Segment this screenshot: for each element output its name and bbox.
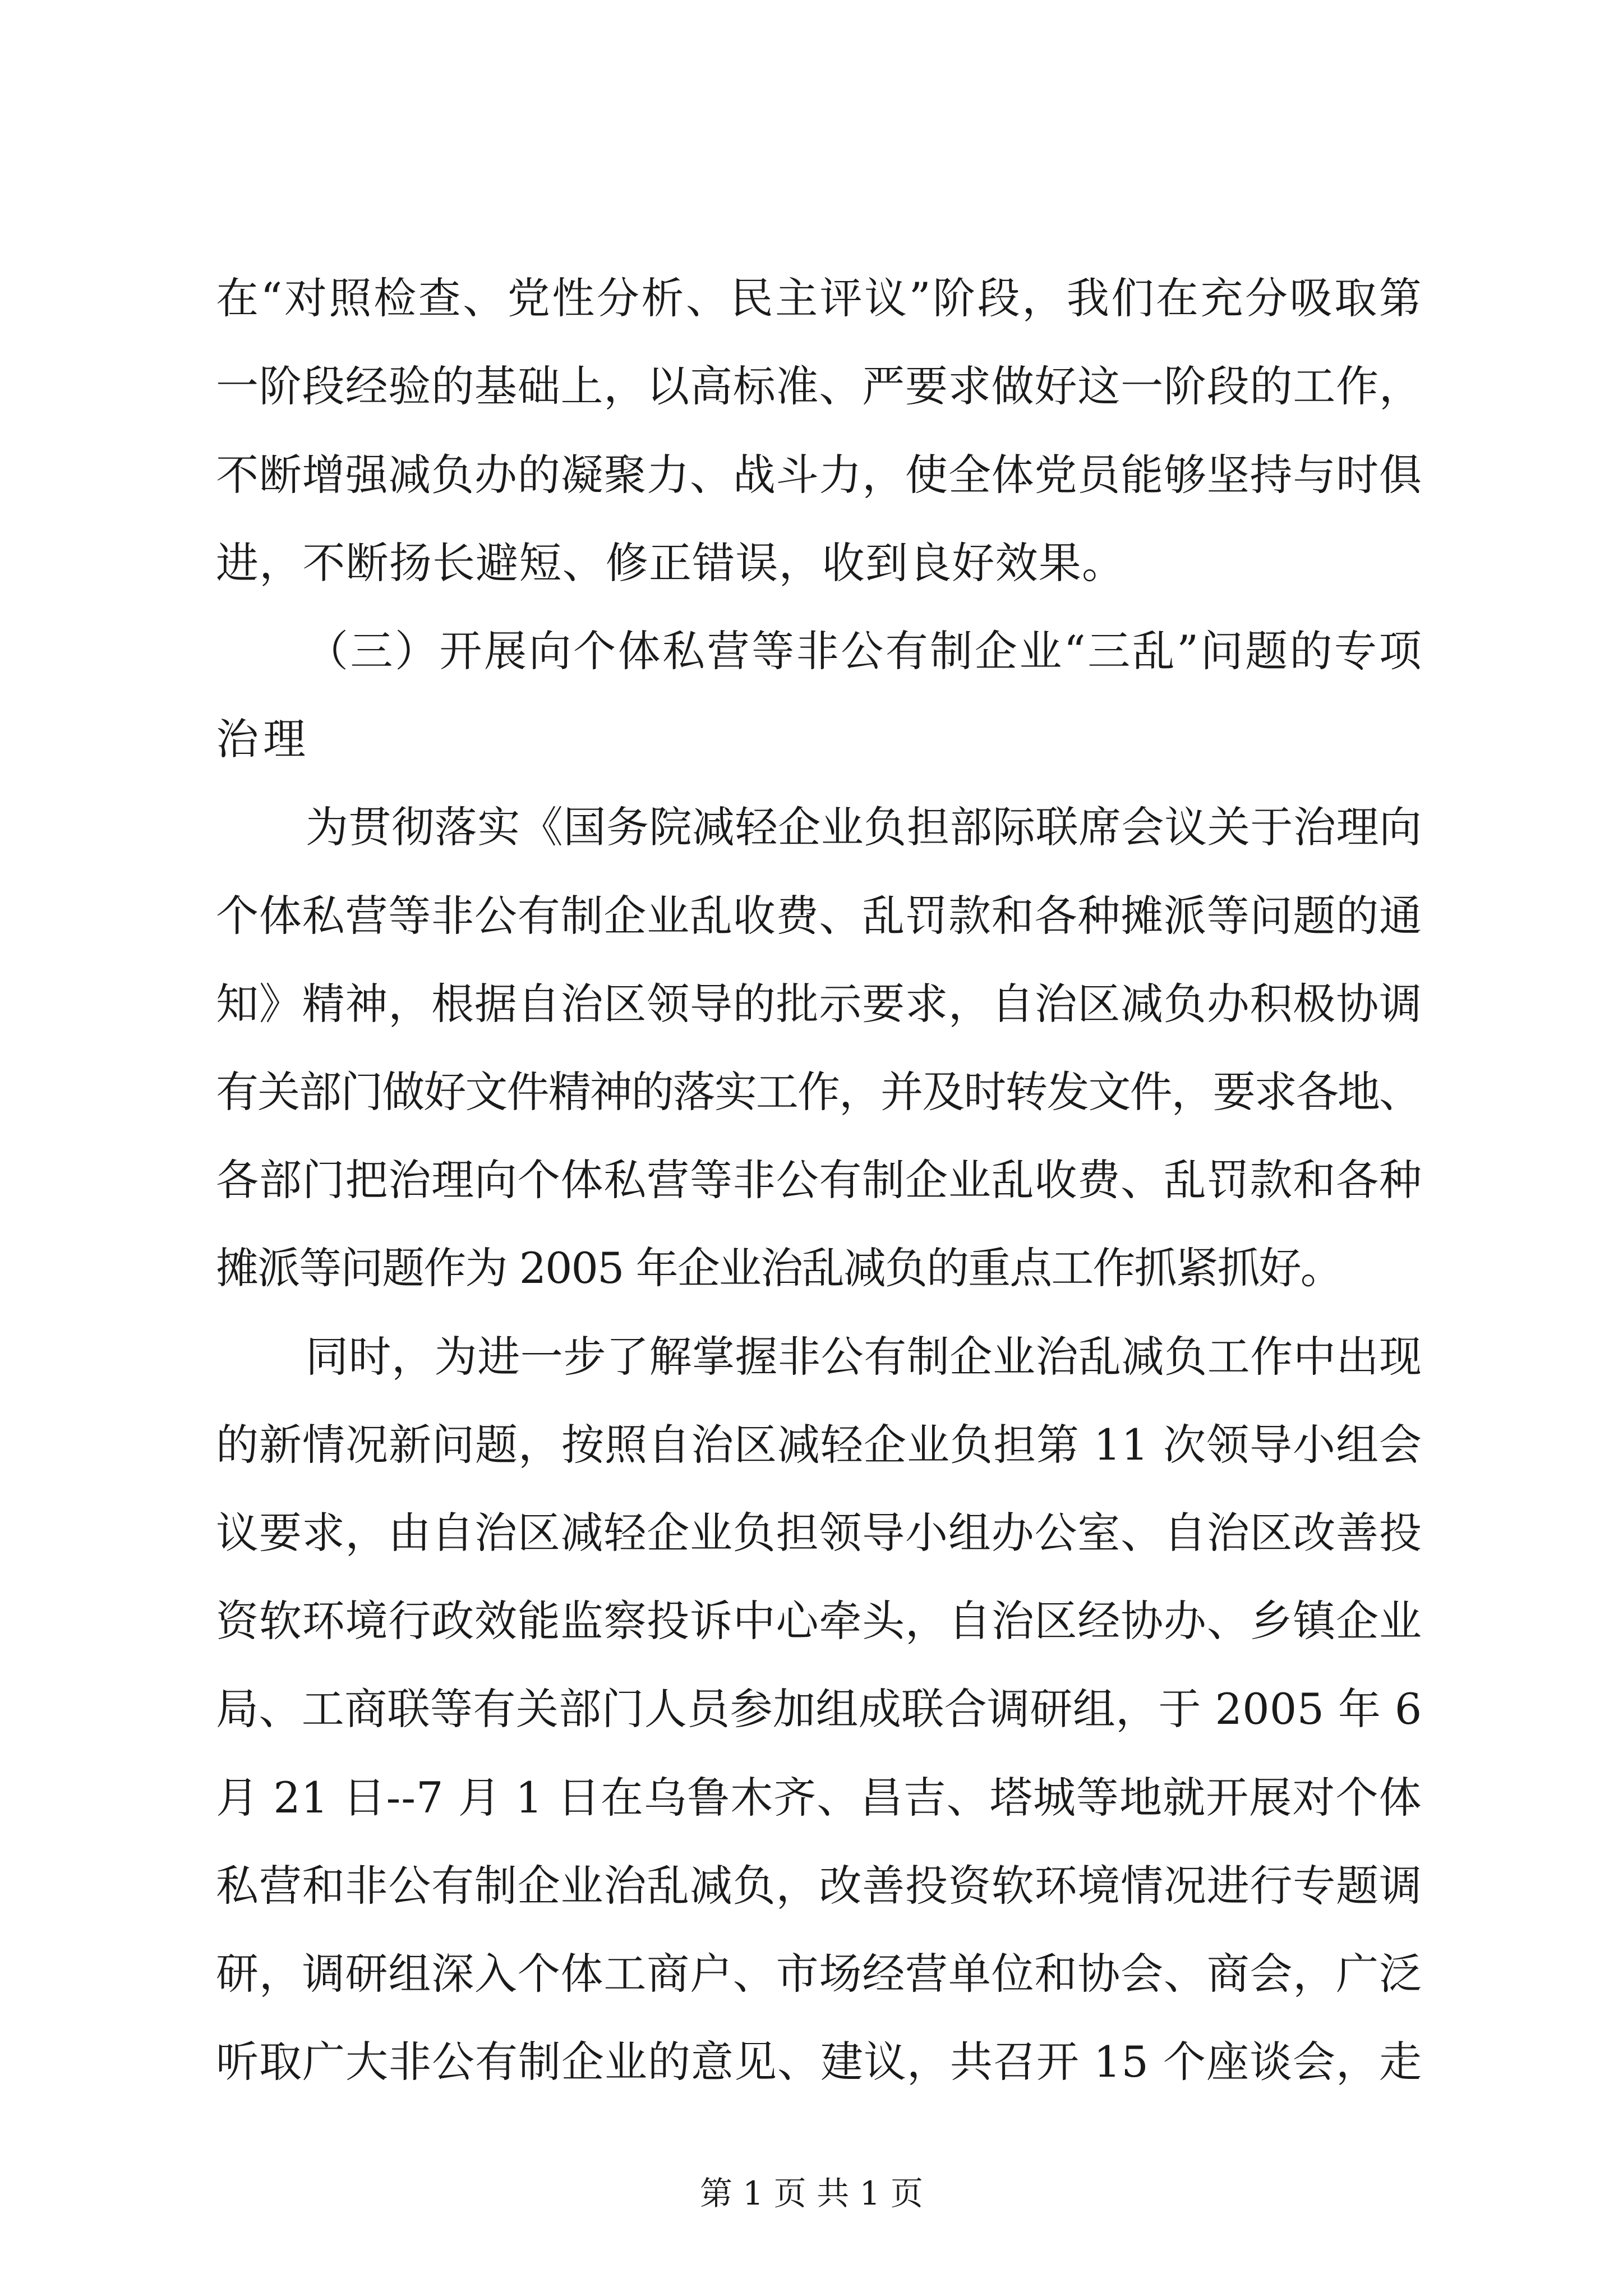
page-footer [0, 2171, 1623, 2216]
text-line [0, 1940, 1623, 2008]
text-line [0, 1588, 1623, 1655]
text-line-content: 的新情况新问题，按照自治区减轻企业负担第 11 次领导小组会 [216, 1420, 1423, 1470]
page-number: 第 1 页 共 1 页 [700, 2174, 923, 2212]
section-heading [0, 618, 1623, 685]
text-line [0, 1764, 1623, 1832]
text-line-content: 听取广大非公有制企业的意见、建议，共召开 15 个座谈会，走 [216, 2037, 1423, 2087]
text-line [0, 1411, 1623, 1479]
text-line-content: 为贯彻落实《国务院减轻企业负担部际联席会议关于治理向 [306, 802, 1422, 852]
section-heading-text: （三）开展向个体私营等非公有制企业“三乱”问题的专项 [306, 626, 1424, 676]
section-heading [0, 706, 1623, 773]
text-line [0, 1852, 1623, 1920]
section-heading-text: 治理 [216, 714, 310, 764]
text-line-content: 进，不断扬长避短、修正错误，收到良好效果。 [216, 538, 1126, 588]
text-line [0, 353, 1623, 420]
text-line-content: 知》精神，根据自治区领导的批示要求，自治区减负办积极协调 [216, 979, 1422, 1029]
text-line [0, 970, 1623, 1038]
text-line-content: 议要求，由自治区减轻企业负担领导小组办公室、自治区改善投 [216, 1508, 1422, 1558]
text-line-content: 在“对照检查、党性分析、民主评议”阶段，我们在充分吸取第 [216, 273, 1424, 323]
text-line [0, 441, 1623, 509]
text-line [0, 530, 1623, 597]
text-line [0, 1059, 1623, 1126]
text-line-content: 各部门把治理向个体私营等非公有制企业乱收费、乱罚款和各种 [216, 1155, 1422, 1205]
text-line [0, 882, 1623, 950]
text-line-content: 一阶段经验的基础上，以高标准、严要求做好这一阶段的工作， [216, 361, 1422, 411]
text-line-content: 资软环境行政效能监察投诉中心牵头，自治区经协办、乡镇企业 [216, 1596, 1422, 1646]
text-line-content: 不断增强减负办的凝聚力、战斗力，使全体党员能够坚持与时俱 [216, 450, 1422, 500]
text-line-content: 研，调研组深入个体工商户、市场经营单位和协会、商会，广泛 [216, 1949, 1422, 1999]
text-line-content: 摊派等问题作为 2005 年企业治乱减负的重点工作抓紧抓好。 [216, 1243, 1342, 1293]
text-line [0, 2028, 1623, 2096]
text-line [0, 1323, 1623, 1391]
text-line [0, 1235, 1623, 1302]
text-line [0, 1499, 1623, 1567]
text-line [0, 1147, 1623, 1214]
text-line-content: 同时，为进一步了解掌握非公有制企业治乱减负工作中出现 [306, 1332, 1422, 1382]
text-line-content: 私营和非公有制企业治乱减负，改善投资软环境情况进行专题调 [216, 1861, 1422, 1911]
text-line [0, 794, 1623, 861]
text-line-content: 个体私营等非公有制企业乱收费、乱罚款和各种摊派等问题的通 [216, 891, 1422, 941]
text-line-content: 月 21 日--7 月 1 日在乌鲁木齐、昌吉、塔城等地就开展对个体 [216, 1773, 1422, 1823]
text-line-content: 局、工商联等有关部门人员参加组成联合调研组，于 2005 年 6 [216, 1684, 1422, 1734]
text-line [0, 265, 1623, 332]
text-line [0, 1676, 1623, 1743]
text-line-content: 有关部门做好文件精神的落实工作，并及时转发文件，要求各地、 [216, 1067, 1421, 1117]
